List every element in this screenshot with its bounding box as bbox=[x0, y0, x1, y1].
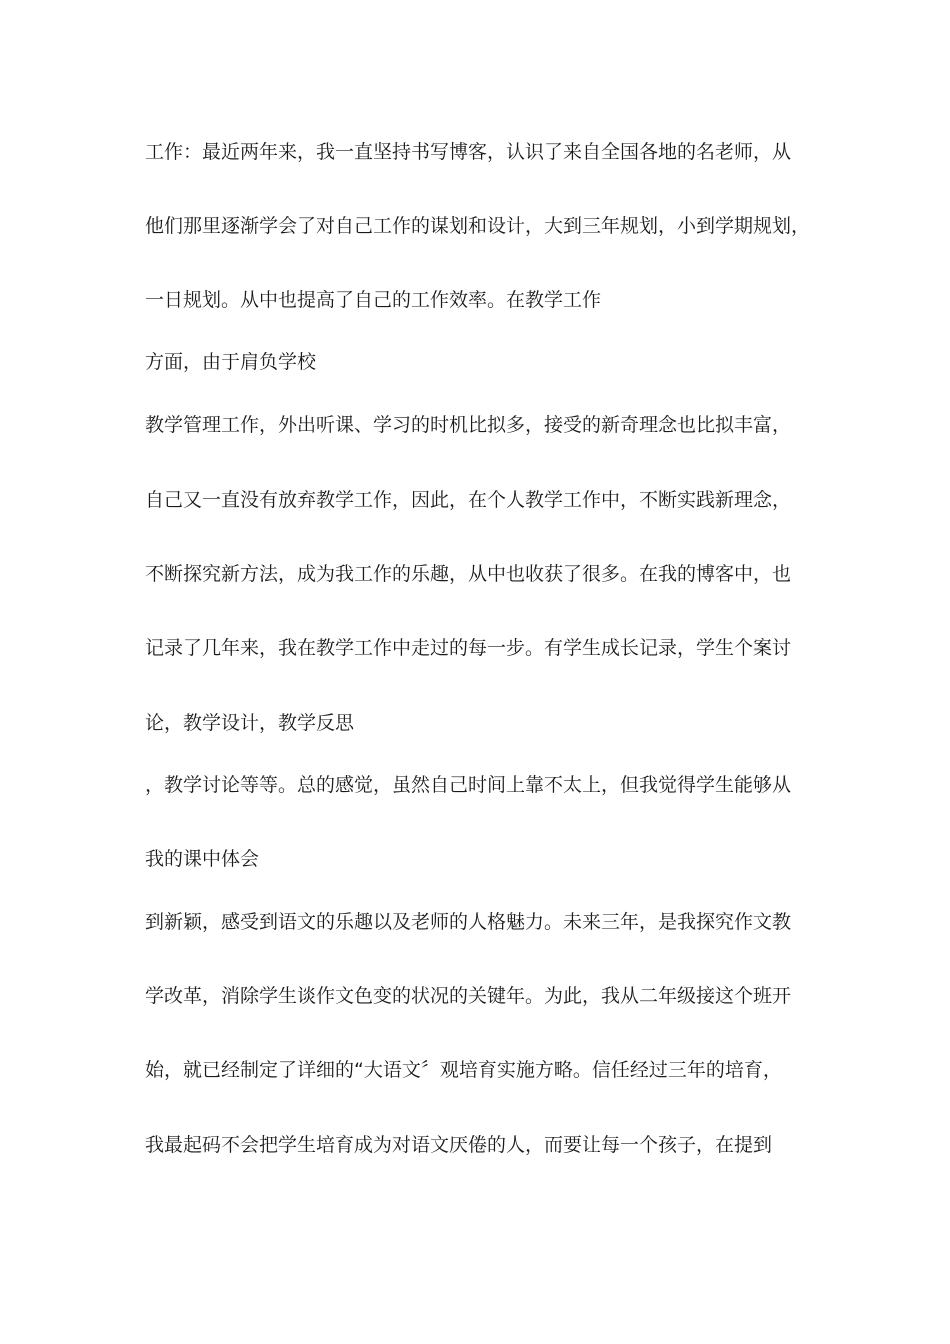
text-line: 不断探究新方法，成为我工作的乐趣，从中也收获了很多。在我的博客中，也 bbox=[145, 563, 792, 585]
text-line: 一日规划。从中也提高了自己的工作效率。在教学工作 bbox=[145, 289, 602, 311]
text-line: 我的课中体会 bbox=[145, 848, 260, 870]
text-line: 方面，由于肩负学校 bbox=[145, 351, 317, 373]
text-line: 教学管理工作，外出听课、学习的时机比拟多，接受的新奇理念也比拟丰富， bbox=[145, 414, 792, 436]
text-line: 自己又一直没有放弃教学工作，因此，在个人教学工作中，不断实践新理念， bbox=[145, 489, 792, 511]
text-line: 工作：最近两年来，我一直坚持书写博客，认识了来自全国各地的名老师，从 bbox=[145, 141, 792, 163]
text-line: ，教学讨论等等。总的感觉，虽然自己时间上靠不太上，但我觉得学生能够从 bbox=[145, 774, 792, 796]
text-line: 论，教学设计，教学反思 bbox=[145, 712, 355, 734]
text-line: 我最起码不会把学生培育成为对语文厌倦的人，而要让每一个孩子，在提到 bbox=[145, 1134, 773, 1156]
text-line: 他们那里逐渐学会了对自己工作的谋划和设计，大到三年规划，小到学期规划， bbox=[145, 215, 811, 237]
text-line: 始，就已经制定了详细的“大语文〞观培育实施方略。信任经过三年的培育， bbox=[145, 1059, 782, 1081]
text-line: 记录了几年来，我在教学工作中走过的每一步。有学生成长记录，学生个案讨 bbox=[145, 637, 792, 659]
text-line: 学改革，消除学生谈作文色变的状况的关键年。为此，我从二年级接这个班开 bbox=[145, 985, 792, 1007]
text-line: 到新颖，感受到语文的乐趣以及老师的人格魅力。未来三年，是我探究作文教 bbox=[145, 911, 792, 933]
